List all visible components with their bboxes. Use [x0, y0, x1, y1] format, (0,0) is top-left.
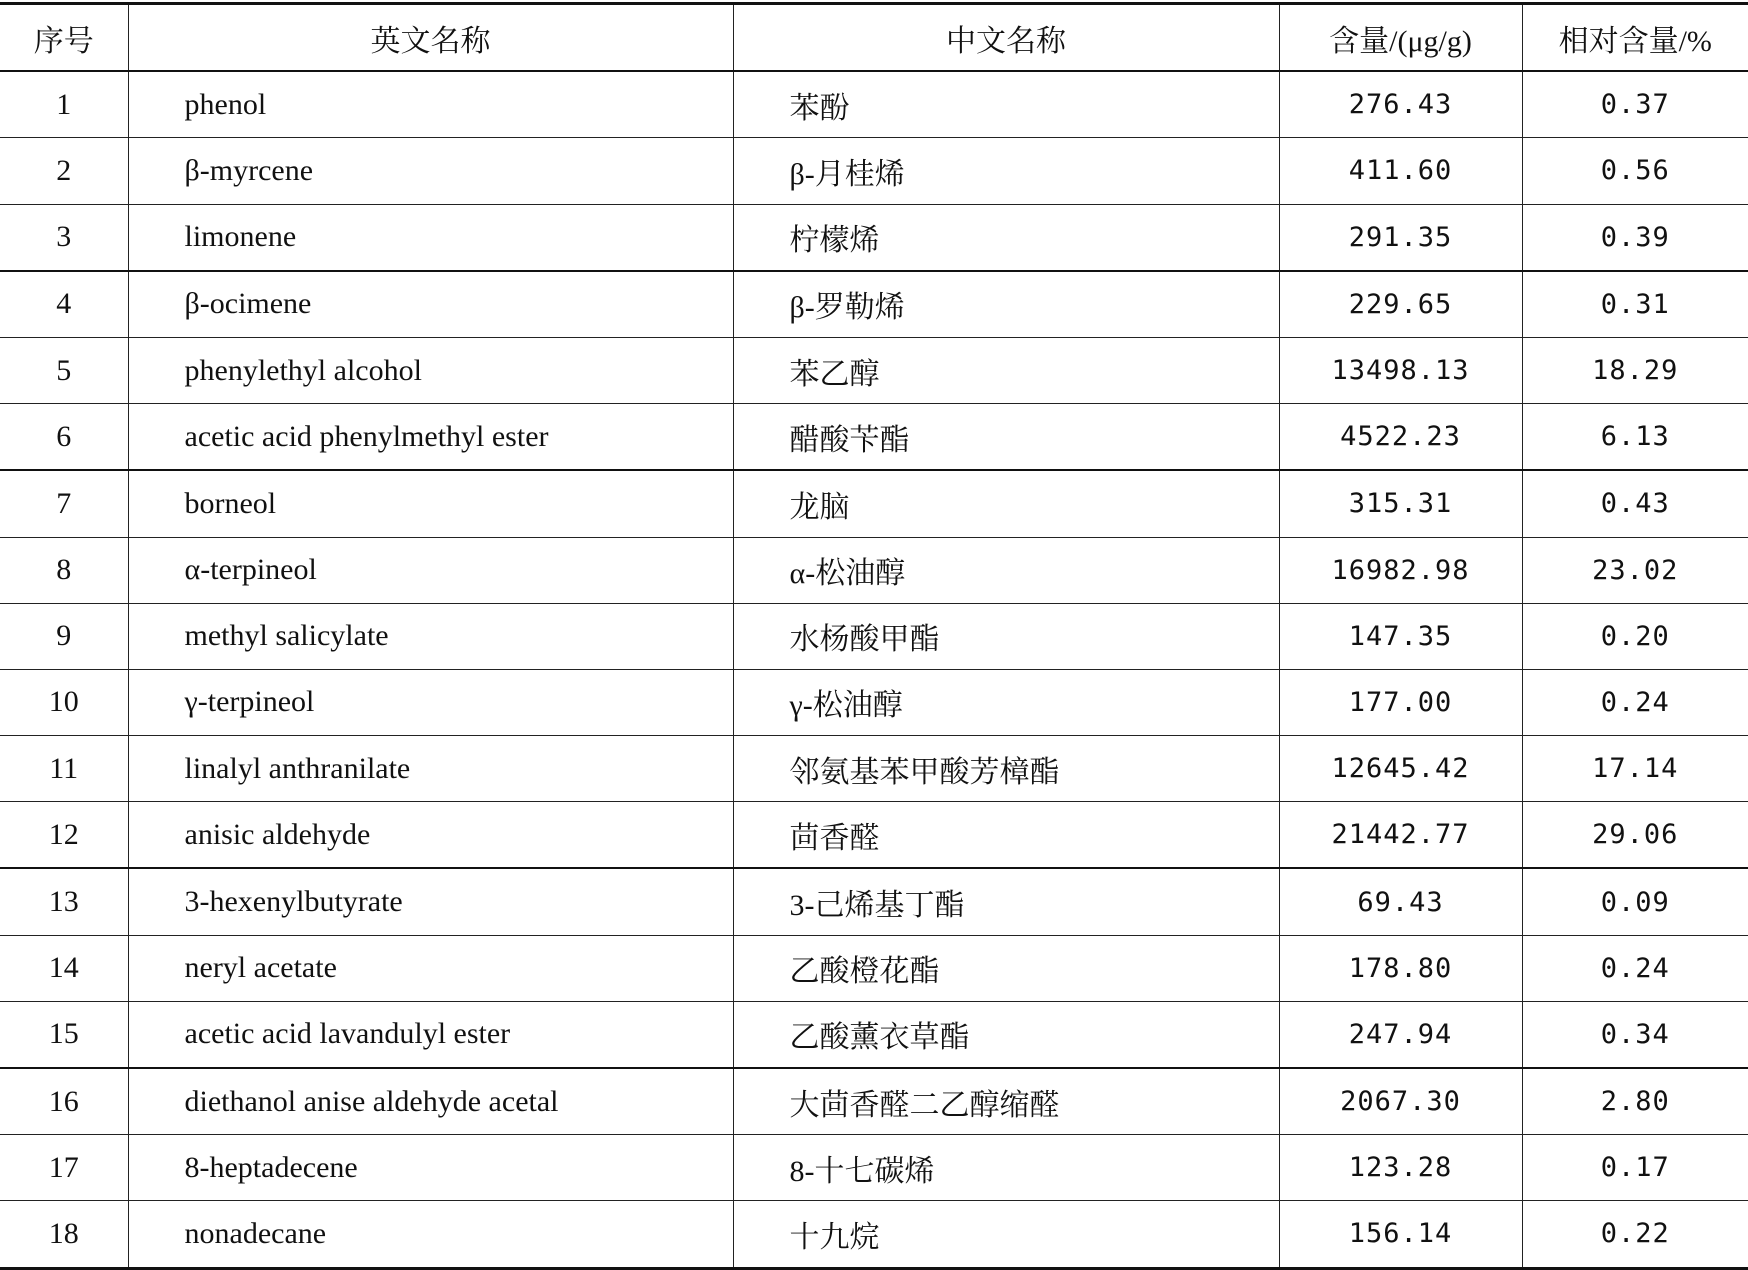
cell-index: 12 — [0, 802, 128, 869]
header-relative-content: 相对含量/% — [1522, 4, 1748, 72]
cell-index: 8 — [0, 537, 128, 603]
header-index: 序号 — [0, 4, 128, 72]
cell-relative-content: 29.06 — [1522, 802, 1748, 869]
cell-index: 2 — [0, 138, 128, 204]
cell-english-name: neryl acetate — [128, 935, 733, 1001]
cell-index: 14 — [0, 935, 128, 1001]
cell-content: 21442.77 — [1279, 802, 1522, 869]
table-row — [0, 669, 1748, 735]
table-row — [0, 868, 1748, 935]
cell-content: 247.94 — [1279, 1001, 1522, 1068]
cell-english-name: acetic acid lavandulyl ester — [128, 1001, 733, 1068]
compound-table — [0, 2, 1748, 1270]
cell-chinese-name: 醋酸苄酯 — [733, 404, 1279, 471]
cell-relative-content: 0.37 — [1522, 71, 1748, 138]
cell-content: 315.31 — [1279, 470, 1522, 537]
table-row — [0, 1201, 1748, 1268]
cell-english-name: 3-hexenylbutyrate — [128, 868, 733, 935]
cell-english-name: methyl salicylate — [128, 603, 733, 669]
cell-relative-content: 0.22 — [1522, 1201, 1748, 1268]
cell-content: 12645.42 — [1279, 736, 1522, 802]
cell-index: 5 — [0, 337, 128, 403]
cell-relative-content: 2.80 — [1522, 1068, 1748, 1135]
cell-content: 2067.30 — [1279, 1068, 1522, 1135]
cell-index: 9 — [0, 603, 128, 669]
table-row — [0, 1001, 1748, 1068]
cell-index: 16 — [0, 1068, 128, 1135]
cell-english-name: phenol — [128, 71, 733, 138]
cell-content: 156.14 — [1279, 1201, 1522, 1268]
cell-chinese-name: 8-十七碳烯 — [733, 1135, 1279, 1201]
cell-english-name: borneol — [128, 470, 733, 537]
cell-content: 16982.98 — [1279, 537, 1522, 603]
cell-relative-content: 0.17 — [1522, 1135, 1748, 1201]
cell-relative-content: 0.20 — [1522, 603, 1748, 669]
cell-chinese-name: 乙酸橙花酯 — [733, 935, 1279, 1001]
cell-chinese-name: γ-松油醇 — [733, 669, 1279, 735]
cell-index: 6 — [0, 404, 128, 471]
cell-relative-content: 0.24 — [1522, 935, 1748, 1001]
cell-content: 123.28 — [1279, 1135, 1522, 1201]
table-row — [0, 537, 1748, 603]
cell-index: 3 — [0, 204, 128, 271]
cell-index: 1 — [0, 71, 128, 138]
cell-english-name: γ-terpineol — [128, 669, 733, 735]
table-row — [0, 204, 1748, 271]
cell-content: 13498.13 — [1279, 337, 1522, 403]
cell-chinese-name: 水杨酸甲酯 — [733, 603, 1279, 669]
cell-chinese-name: 龙脑 — [733, 470, 1279, 537]
cell-english-name: linalyl anthranilate — [128, 736, 733, 802]
cell-english-name: diethanol anise aldehyde acetal — [128, 1068, 733, 1135]
cell-english-name: anisic aldehyde — [128, 802, 733, 869]
cell-index: 11 — [0, 736, 128, 802]
cell-index: 10 — [0, 669, 128, 735]
table-row — [0, 138, 1748, 204]
table-row — [0, 802, 1748, 869]
cell-english-name: β-ocimene — [128, 271, 733, 338]
table-row — [0, 603, 1748, 669]
cell-content: 177.00 — [1279, 669, 1522, 735]
cell-index: 15 — [0, 1001, 128, 1068]
cell-english-name: nonadecane — [128, 1201, 733, 1268]
cell-index: 4 — [0, 271, 128, 338]
table-row — [0, 1068, 1748, 1135]
cell-english-name: acetic acid phenylmethyl ester — [128, 404, 733, 471]
cell-chinese-name: 苯酚 — [733, 71, 1279, 138]
cell-chinese-name: 十九烷 — [733, 1201, 1279, 1268]
cell-chinese-name: 3-己烯基丁酯 — [733, 868, 1279, 935]
cell-relative-content: 0.34 — [1522, 1001, 1748, 1068]
cell-english-name: 8-heptadecene — [128, 1135, 733, 1201]
cell-content: 291.35 — [1279, 204, 1522, 271]
cell-content: 147.35 — [1279, 603, 1522, 669]
table-body — [0, 71, 1748, 1268]
cell-content: 229.65 — [1279, 271, 1522, 338]
cell-english-name: phenylethyl alcohol — [128, 337, 733, 403]
header-content: 含量/(μg/g) — [1279, 4, 1522, 72]
table-row — [0, 470, 1748, 537]
cell-content: 178.80 — [1279, 935, 1522, 1001]
cell-relative-content: 0.24 — [1522, 669, 1748, 735]
header-chinese-name: 中文名称 — [733, 4, 1279, 72]
table-row — [0, 337, 1748, 403]
cell-relative-content: 17.14 — [1522, 736, 1748, 802]
table-row — [0, 1135, 1748, 1201]
cell-chinese-name: 柠檬烯 — [733, 204, 1279, 271]
cell-index: 17 — [0, 1135, 128, 1201]
cell-chinese-name: 大茴香醛二乙醇缩醛 — [733, 1068, 1279, 1135]
cell-content: 69.43 — [1279, 868, 1522, 935]
cell-relative-content: 23.02 — [1522, 537, 1748, 603]
cell-index: 7 — [0, 470, 128, 537]
table-row — [0, 404, 1748, 471]
header-english-name: 英文名称 — [128, 4, 733, 72]
cell-content: 411.60 — [1279, 138, 1522, 204]
table-row — [0, 271, 1748, 338]
cell-chinese-name: 茴香醛 — [733, 802, 1279, 869]
cell-content: 4522.23 — [1279, 404, 1522, 471]
cell-chinese-name: α-松油醇 — [733, 537, 1279, 603]
cell-relative-content: 18.29 — [1522, 337, 1748, 403]
cell-relative-content: 0.56 — [1522, 138, 1748, 204]
cell-chinese-name: β-罗勒烯 — [733, 271, 1279, 338]
cell-english-name: limonene — [128, 204, 733, 271]
cell-chinese-name: 苯乙醇 — [733, 337, 1279, 403]
cell-index: 18 — [0, 1201, 128, 1268]
cell-chinese-name: 乙酸薰衣草酯 — [733, 1001, 1279, 1068]
cell-chinese-name: β-月桂烯 — [733, 138, 1279, 204]
header-row — [0, 4, 1748, 72]
table-row — [0, 935, 1748, 1001]
cell-content: 276.43 — [1279, 71, 1522, 138]
cell-relative-content: 0.09 — [1522, 868, 1748, 935]
cell-relative-content: 0.39 — [1522, 204, 1748, 271]
table-header — [0, 4, 1748, 72]
cell-relative-content: 0.43 — [1522, 470, 1748, 537]
table-row — [0, 71, 1748, 138]
cell-relative-content: 6.13 — [1522, 404, 1748, 471]
cell-relative-content: 0.31 — [1522, 271, 1748, 338]
cell-chinese-name: 邻氨基苯甲酸芳樟酯 — [733, 736, 1279, 802]
cell-index: 13 — [0, 868, 128, 935]
table-row — [0, 736, 1748, 802]
cell-english-name: β-myrcene — [128, 138, 733, 204]
cell-english-name: α-terpineol — [128, 537, 733, 603]
